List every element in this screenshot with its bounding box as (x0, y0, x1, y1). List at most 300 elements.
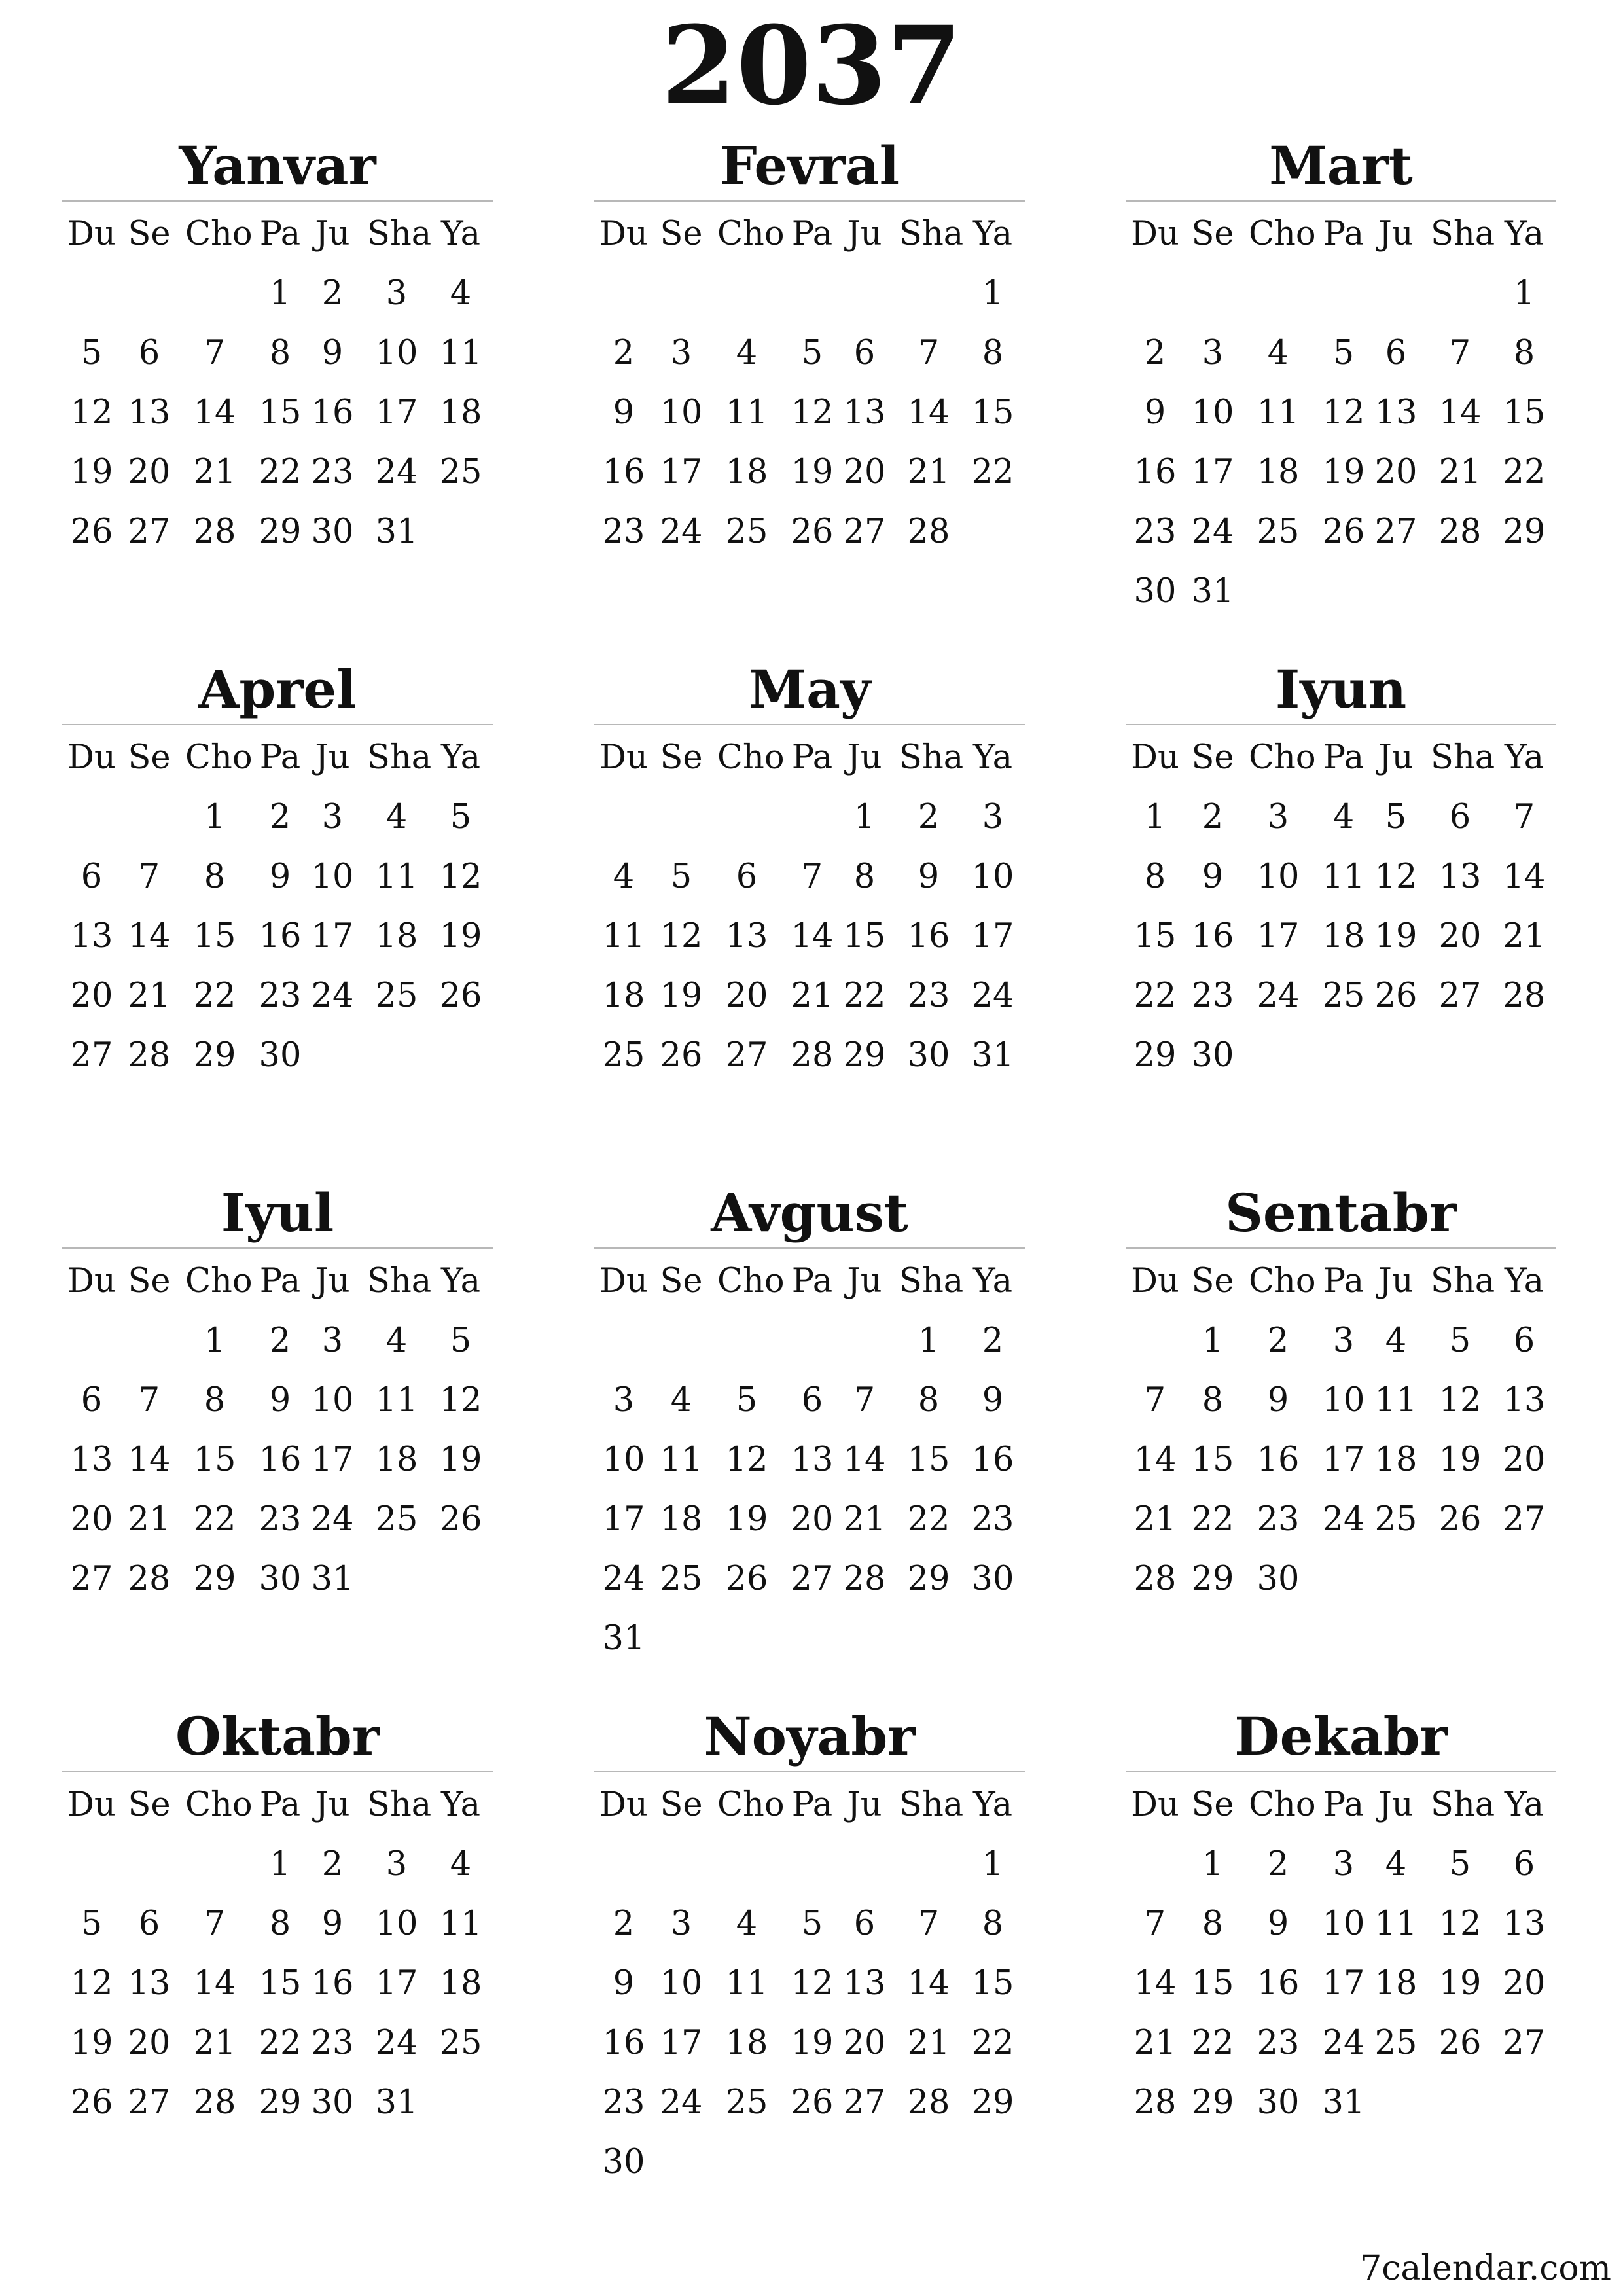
day-cell: 17 (602, 1500, 645, 1539)
day-cell: 15 (193, 1441, 236, 1479)
day-cell (1431, 1026, 1489, 1085)
day-cell (1126, 1835, 1185, 1894)
weekday-label: Ya (972, 738, 1013, 777)
weekday-label: Du (599, 738, 648, 777)
week-row (1126, 323, 1556, 383)
week-row (594, 1371, 1025, 1430)
week-row (594, 1609, 1025, 1668)
day-cell: 9 (1202, 857, 1224, 896)
weekday-label: Du (67, 215, 116, 253)
weekday-label: Du (1131, 1262, 1179, 1300)
day-cell: 23 (311, 453, 354, 492)
week-row (62, 847, 493, 906)
day-cell (652, 2132, 711, 2192)
day-cell: 13 (843, 1964, 886, 2003)
day-cell (431, 1549, 490, 1609)
day-cell (783, 1609, 842, 1668)
day-cell: 18 (1374, 1964, 1418, 2003)
weekday-label: Sha (367, 215, 432, 253)
day-cell: 19 (791, 453, 834, 492)
day-cell: 27 (128, 512, 171, 551)
weekday-label: Ya (1504, 215, 1544, 253)
day-cell: 14 (791, 917, 834, 956)
day-cell: 19 (1322, 453, 1365, 492)
week-row (1126, 1026, 1556, 1085)
week-row (594, 1026, 1025, 1085)
day-cell: 30 (1191, 1036, 1234, 1075)
day-cell: 15 (1191, 1441, 1234, 1479)
day-cell: 5 (1449, 1845, 1471, 1884)
day-cell: 18 (1374, 1441, 1418, 1479)
day-cell: 21 (193, 453, 236, 492)
week-row (1126, 1894, 1556, 1954)
day-cell: 27 (1503, 2024, 1546, 2062)
weekday-label: Ju (1378, 215, 1414, 253)
day-cell: 20 (128, 2024, 171, 2062)
day-cell: 7 (801, 857, 823, 896)
day-cell: 29 (259, 512, 302, 551)
week-row (1126, 847, 1556, 906)
day-cell: 15 (1191, 1964, 1234, 2003)
day-cell: 12 (791, 393, 834, 432)
day-cell: 20 (1438, 917, 1482, 956)
day-cell: 22 (1503, 453, 1546, 492)
day-cell: 3 (385, 274, 408, 313)
weekday-header-row (594, 204, 1025, 264)
day-cell: 12 (1322, 393, 1365, 432)
day-cell: 20 (1374, 453, 1418, 492)
day-cell: 20 (1503, 1441, 1546, 1479)
day-cell: 19 (1438, 1441, 1482, 1479)
day-cell: 8 (853, 857, 876, 896)
day-cell: 18 (439, 1964, 482, 2003)
day-cell: 9 (1144, 393, 1166, 432)
day-cell: 11 (1322, 857, 1365, 896)
week-row (1126, 383, 1556, 442)
weekday-label: Du (599, 1785, 648, 1824)
day-cell: 8 (269, 1905, 291, 1943)
day-cell: 24 (602, 1560, 645, 1598)
day-cell (652, 1835, 711, 1894)
day-cell: 5 (450, 1321, 472, 1360)
day-cell: 4 (1385, 1321, 1407, 1360)
day-cell: 29 (843, 1036, 886, 1075)
day-cell: 5 (80, 1905, 103, 1943)
day-cell: 9 (321, 1905, 344, 1943)
month-block (62, 1702, 493, 2132)
weekday-label: Du (1131, 215, 1179, 253)
day-cell: 13 (725, 917, 768, 956)
day-cell: 3 (670, 334, 692, 372)
day-cell: 30 (311, 2083, 354, 2122)
weekday-label: Pa (791, 1785, 833, 1824)
day-cell (1495, 1026, 1554, 1085)
day-cell (1366, 264, 1425, 323)
month-title: Fevral (594, 131, 1025, 202)
day-cell: 15 (259, 393, 302, 432)
day-cell (1314, 562, 1373, 621)
day-cell: 8 (918, 1381, 940, 1420)
day-cell: 26 (439, 977, 482, 1015)
day-cell: 27 (1503, 1500, 1546, 1539)
day-cell: 25 (375, 1500, 418, 1539)
day-cell (835, 1609, 894, 1668)
day-cell: 20 (843, 2024, 886, 2062)
weekday-label: Cho (185, 1262, 253, 1300)
day-cell: 11 (1257, 393, 1300, 432)
day-cell: 31 (1322, 2083, 1365, 2122)
day-cell: 29 (907, 1560, 950, 1598)
day-cell: 25 (602, 1036, 645, 1075)
weekday-label: Sha (367, 1262, 432, 1300)
day-cell: 27 (791, 1560, 834, 1598)
day-cell: 11 (660, 1441, 703, 1479)
day-cell: 15 (907, 1441, 950, 1479)
weekday-label: Cho (717, 215, 785, 253)
day-cell (62, 1311, 121, 1371)
weekday-header-row (1126, 728, 1556, 787)
day-cell: 27 (128, 2083, 171, 2122)
day-cell: 14 (1133, 1964, 1177, 2003)
day-cell: 1 (204, 1321, 226, 1360)
week-row (594, 1490, 1025, 1549)
day-cell: 6 (801, 1381, 823, 1420)
day-cell: 14 (193, 1964, 236, 2003)
day-cell: 16 (1191, 917, 1234, 956)
day-cell: 7 (918, 1905, 940, 1943)
weekday-header-row (1126, 1251, 1556, 1311)
day-cell: 16 (1257, 1964, 1300, 2003)
day-cell (717, 2132, 776, 2192)
day-cell: 29 (971, 2083, 1014, 2122)
day-cell: 8 (982, 1905, 1004, 1943)
day-cell: 19 (70, 453, 113, 492)
day-cell (594, 787, 653, 847)
day-cell: 19 (439, 1441, 482, 1479)
day-cell: 24 (1322, 2024, 1365, 2062)
day-cell: 22 (259, 453, 302, 492)
week-row (62, 906, 493, 966)
day-cell: 6 (1449, 798, 1471, 836)
day-cell: 26 (660, 1036, 703, 1075)
day-cell: 7 (204, 334, 226, 372)
week-row (1126, 906, 1556, 966)
day-cell: 27 (1438, 977, 1482, 1015)
day-cell: 27 (1374, 512, 1418, 551)
day-cell (899, 2132, 958, 2192)
day-cell: 30 (259, 1560, 302, 1598)
day-cell (1183, 264, 1242, 323)
day-cell: 23 (311, 2024, 354, 2062)
day-cell (835, 1835, 894, 1894)
day-cell: 29 (259, 2083, 302, 2122)
day-cell (1366, 1026, 1425, 1085)
day-cell: 8 (204, 1381, 226, 1420)
day-cell: 22 (259, 2024, 302, 2062)
day-cell: 21 (907, 453, 950, 492)
weekday-label: Cho (717, 738, 785, 777)
weekday-label: Du (67, 1785, 116, 1824)
day-cell: 12 (1438, 1905, 1482, 1943)
weekday-label: Ju (315, 215, 350, 253)
day-cell (1249, 264, 1308, 323)
day-cell: 25 (439, 453, 482, 492)
day-cell: 21 (791, 977, 834, 1015)
week-row (62, 323, 493, 383)
weekday-label: Du (1131, 1785, 1179, 1824)
day-cell: 17 (660, 453, 703, 492)
day-cell (652, 1609, 711, 1668)
week-row (62, 264, 493, 323)
day-cell (783, 1311, 842, 1371)
day-cell: 18 (375, 1441, 418, 1479)
day-cell: 5 (1332, 334, 1355, 372)
month-block (62, 1178, 493, 1609)
day-cell (1249, 1026, 1308, 1085)
day-cell (717, 1609, 776, 1668)
day-cell: 10 (1322, 1905, 1365, 1943)
day-cell (120, 787, 179, 847)
day-cell (1366, 1549, 1425, 1609)
day-cell: 13 (1503, 1905, 1546, 1943)
day-cell: 8 (1202, 1905, 1224, 1943)
month-block (62, 655, 493, 1085)
weekday-label: Ju (315, 1262, 350, 1300)
day-cell (1431, 562, 1489, 621)
day-cell: 6 (138, 334, 160, 372)
day-cell: 9 (918, 857, 940, 896)
weekday-label: Ju (847, 215, 882, 253)
weekday-label: Ya (440, 1262, 481, 1300)
day-cell: 16 (259, 1441, 302, 1479)
day-cell (1314, 1549, 1373, 1609)
day-cell: 31 (602, 1619, 645, 1658)
month-block (594, 131, 1025, 562)
day-cell: 12 (70, 1964, 113, 2003)
day-cell: 25 (660, 1560, 703, 1598)
week-row (594, 264, 1025, 323)
day-cell: 30 (1133, 572, 1177, 611)
day-cell: 1 (269, 274, 291, 313)
weekday-label: Cho (717, 1785, 785, 1824)
day-cell (783, 1835, 842, 1894)
day-cell: 7 (853, 1381, 876, 1420)
week-row (62, 2013, 493, 2073)
day-cell: 15 (1133, 917, 1177, 956)
week-row (594, 2013, 1025, 2073)
day-cell: 30 (311, 512, 354, 551)
day-cell: 4 (736, 334, 758, 372)
day-cell: 8 (204, 857, 226, 896)
day-cell: 13 (70, 1441, 113, 1479)
day-cell: 24 (311, 977, 354, 1015)
day-cell: 21 (1133, 2024, 1177, 2062)
week-row (594, 1430, 1025, 1490)
day-cell: 13 (1503, 1381, 1546, 1420)
day-cell: 28 (1133, 1560, 1177, 1598)
day-cell: 14 (193, 393, 236, 432)
weekday-label: Pa (1323, 215, 1364, 253)
day-cell: 5 (1385, 798, 1407, 836)
weekday-label: Pa (259, 215, 301, 253)
day-cell: 13 (70, 917, 113, 956)
weekday-label: Sha (1431, 738, 1495, 777)
week-row (1126, 264, 1556, 323)
weekday-label: Ju (1378, 738, 1414, 777)
day-cell: 10 (311, 857, 354, 896)
week-row (62, 1490, 493, 1549)
day-cell: 15 (971, 1964, 1014, 2003)
day-cell: 7 (1144, 1381, 1166, 1420)
day-cell: 14 (1133, 1441, 1177, 1479)
month-block (1126, 1178, 1556, 1609)
day-cell: 12 (439, 1381, 482, 1420)
day-cell: 21 (193, 2024, 236, 2062)
day-cell: 8 (982, 334, 1004, 372)
week-row (1126, 1549, 1556, 1609)
weekday-header-row (1126, 204, 1556, 264)
day-cell: 2 (613, 334, 635, 372)
week-row (62, 2073, 493, 2132)
day-cell: 17 (1191, 453, 1234, 492)
week-row (594, 1894, 1025, 1954)
day-cell: 1 (982, 1845, 1004, 1884)
day-cell: 11 (1374, 1381, 1418, 1420)
day-cell: 5 (801, 334, 823, 372)
day-cell (367, 1026, 426, 1085)
day-cell: 13 (1374, 393, 1418, 432)
weekday-label: Ju (315, 1785, 350, 1824)
day-cell (652, 264, 711, 323)
week-row (62, 1954, 493, 2013)
day-cell: 8 (1144, 857, 1166, 896)
day-cell: 19 (439, 917, 482, 956)
day-cell (594, 264, 653, 323)
day-cell: 14 (1438, 393, 1482, 432)
day-cell: 28 (907, 512, 950, 551)
day-cell: 11 (725, 1964, 768, 2003)
day-cell: 17 (660, 2024, 703, 2062)
weekday-label: Sha (367, 738, 432, 777)
day-cell: 31 (375, 512, 418, 551)
day-cell: 9 (982, 1381, 1004, 1420)
day-cell: 25 (1374, 1500, 1418, 1539)
weekday-label: Pa (259, 1785, 301, 1824)
weekday-label: Ju (1378, 1262, 1414, 1300)
day-cell: 10 (375, 1905, 418, 1943)
day-cell (963, 1609, 1022, 1668)
day-cell: 18 (439, 393, 482, 432)
day-cell: 15 (259, 1964, 302, 2003)
day-cell: 3 (1267, 798, 1289, 836)
week-row (62, 787, 493, 847)
day-cell: 27 (70, 1036, 113, 1075)
day-cell: 27 (70, 1560, 113, 1598)
weekday-label: Ju (847, 1262, 882, 1300)
day-cell: 14 (907, 393, 950, 432)
week-row (62, 1894, 493, 1954)
day-cell (652, 787, 711, 847)
week-row (62, 383, 493, 442)
day-cell: 17 (1322, 1964, 1365, 2003)
day-cell: 26 (439, 1500, 482, 1539)
day-cell: 3 (321, 798, 344, 836)
weekday-label: Sha (1431, 215, 1495, 253)
day-cell: 10 (660, 393, 703, 432)
day-cell: 24 (971, 977, 1014, 1015)
weekday-label: Cho (1249, 215, 1316, 253)
day-cell: 15 (193, 917, 236, 956)
weekday-label: Cho (185, 215, 253, 253)
day-cell: 18 (602, 977, 645, 1015)
day-cell: 6 (1513, 1321, 1535, 1360)
week-row (62, 1311, 493, 1371)
week-row (62, 502, 493, 562)
day-cell: 29 (193, 1036, 236, 1075)
day-cell: 16 (602, 2024, 645, 2062)
day-cell (717, 1311, 776, 1371)
day-cell: 17 (311, 1441, 354, 1479)
weekday-label: Se (1191, 1785, 1234, 1824)
month-block (1126, 655, 1556, 1085)
week-row (1126, 2013, 1556, 2073)
day-cell: 17 (311, 917, 354, 956)
day-cell (1366, 562, 1425, 621)
weekday-label: Cho (185, 738, 253, 777)
weekday-label: Du (599, 1262, 648, 1300)
day-cell: 1 (1202, 1845, 1224, 1884)
day-cell (1495, 1549, 1554, 1609)
day-cell: 2 (1144, 334, 1166, 372)
day-cell: 11 (375, 1381, 418, 1420)
day-cell: 22 (907, 1500, 950, 1539)
day-cell: 2 (269, 798, 291, 836)
day-cell: 7 (138, 857, 160, 896)
weekday-label: Ya (972, 215, 1013, 253)
day-cell (62, 787, 121, 847)
day-cell: 14 (1503, 857, 1546, 896)
day-cell: 20 (128, 453, 171, 492)
day-cell (120, 264, 179, 323)
weekday-label: Ju (1378, 1785, 1414, 1824)
day-cell: 19 (660, 977, 703, 1015)
day-cell: 25 (725, 2083, 768, 2122)
weekday-label: Ya (440, 1785, 481, 1824)
weekday-label: Sha (1431, 1785, 1495, 1824)
day-cell (120, 1835, 179, 1894)
week-row (594, 1835, 1025, 1894)
day-cell (963, 2132, 1022, 2192)
week-row (1126, 1835, 1556, 1894)
weekday-header-row (62, 1775, 493, 1835)
day-cell (835, 2132, 894, 2192)
day-cell: 15 (1503, 393, 1546, 432)
day-cell: 4 (1385, 1845, 1407, 1884)
weekday-label: Sha (899, 215, 964, 253)
week-row (62, 1835, 493, 1894)
day-cell: 11 (602, 917, 645, 956)
weekday-label: Se (1191, 215, 1234, 253)
day-cell (431, 1026, 490, 1085)
day-cell: 25 (375, 977, 418, 1015)
day-cell: 21 (1133, 1500, 1177, 1539)
week-row (62, 1371, 493, 1430)
day-cell: 16 (907, 917, 950, 956)
day-cell: 10 (660, 1964, 703, 2003)
day-cell: 19 (791, 2024, 834, 2062)
day-cell: 30 (907, 1036, 950, 1075)
day-cell (899, 1609, 958, 1668)
